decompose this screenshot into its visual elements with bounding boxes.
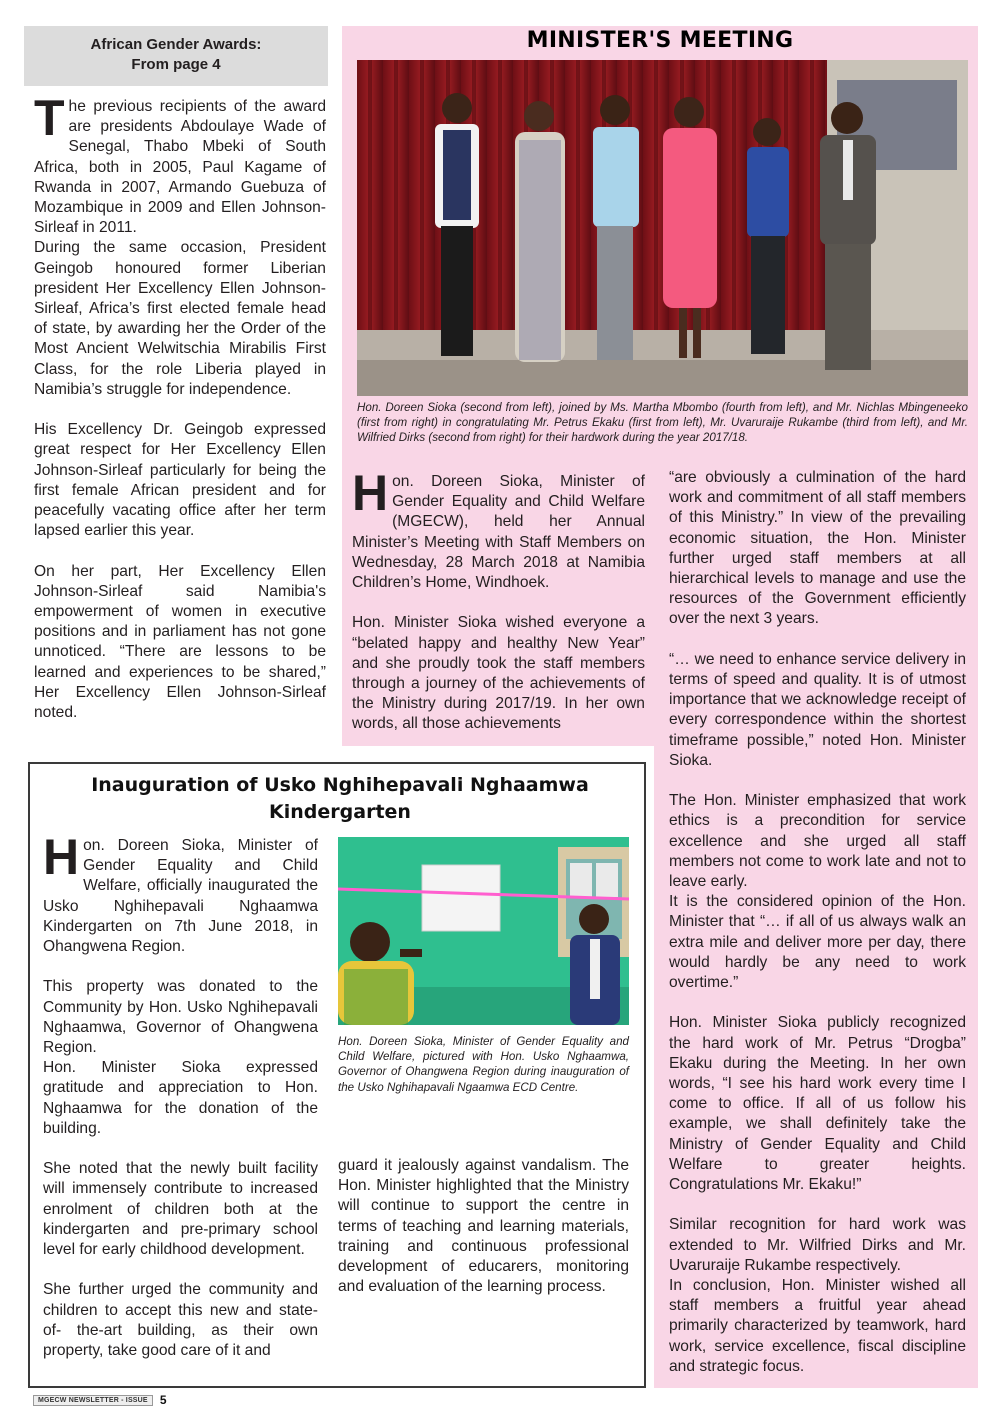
awards-paragraph: His Excellency Dr. Geingob expressed great respect for Her Excellency Ellen Johnson-Sirleaf particularly for being the first female African president and for peacefully vacating office after her term lapsed earlier this year. bbox=[34, 421, 326, 540]
continuation-title: African Gender Awards: From page 4 bbox=[90, 36, 262, 73]
inauguration-column-1 bbox=[43, 829, 318, 1361]
meeting-paragraph: In conclusion, Hon. Minister wished all staff members a fruitful year ahead primarily characterized by teamwork, hard work, service excellence, fiscal discipline and strategic focus. bbox=[669, 1277, 966, 1375]
drop-cap: H bbox=[352, 465, 389, 521]
page-footer bbox=[33, 1393, 167, 1407]
meeting-photo-caption: Hon. Doreen Sioka (second from left), joined by Ms. Martha Mbombo (fourth from left), and Mr. Nichlas Mbingeneeko (first from right) in congratulating Mr. Petrus Ekaku (first from left), Mr. Uvaruraije Rukambe (third from left), and Mr. Wilfried Dirks (second from right) for their hardwork during the year 2017/18. bbox=[357, 401, 968, 445]
drop-cap: T bbox=[34, 90, 65, 146]
meeting-paragraph: The Hon. Minister emphasized that work ethics is a precondition for service excellence and she urged all staff members not come to work late and not to leave early. bbox=[669, 792, 966, 891]
awards-article bbox=[34, 90, 326, 743]
meeting-column-2 bbox=[669, 468, 966, 1377]
meeting-column-1 bbox=[352, 465, 645, 735]
meeting-paragraph: Similar recognition for hard work was extended to Mr. Wilfried Dirks and Mr. Uvaruraije Rukambe respectively. bbox=[669, 1216, 966, 1274]
meeting-paragraph: Hon. Minister Sioka publicly recognized the hard work of Mr. Petrus “Drogba” Ekaku during the Meeting. In her own words, “I see his hard work every time I come to office. If all of us follow his example, we shall definitely take the Ministry of Gender Equality and Child Welfare to greater heights. Congratulations Mr. Ekaku!” bbox=[669, 1014, 966, 1194]
ribbon-cutting-illustration bbox=[338, 837, 629, 1025]
inauguration-column-2 bbox=[338, 1156, 629, 1297]
inauguration-paragraph: Hon. Minister Sioka expressed gratitude and appreciation to Hon. Nghaamwa for the donation of the building. bbox=[43, 1059, 318, 1137]
awards-paragraph: During the same occasion, President Geingob honoured former Liberian president Her Excellency Ellen Johnson-Sirleaf, Africa’s first elected female head of state, by awarding her the Order of the Most Ancient Welwitschia Mirabilis First Class, for the role Liberia played in Namibia’s struggle for independence. bbox=[34, 239, 326, 398]
meeting-paragraph: It is the considered opinion of the Hon. Minister that “… if all of us always walk an extra mile and deliver more per day, there would hardly be any need to work overtime.” bbox=[669, 893, 966, 992]
inauguration-photo-caption: Hon. Doreen Sioka, Minister of Gender Equality and Child Welfare, pictured with Hon. Usko Nghaamwa, Governor of Ohangwena Region during inauguration of the Usko Nghihapavali Ngaamwa ECD Centre. bbox=[338, 1035, 629, 1094]
inauguration-paragraph: This property was donated to the Community by Hon. Usko Nghihepavali Nghaamwa, Governor of Ohangwena Region. bbox=[43, 978, 318, 1057]
meeting-paragraph: Hon. Minister Sioka wished everyone a “belated happy and healthy New Year” and she proudly took the staff members through a journey of the achievements of the Ministry during 2017/19. In her own words, all those achievements bbox=[352, 614, 645, 733]
continuation-header bbox=[24, 26, 328, 86]
awards-paragraph: The previous recipients of the award are presidents Abdoulaye Wade of Senegal, Thabo Mbeki of South Africa, both in 2005, Paul Kagame of Rwanda in 2007, Armando Guebuza of Mozambique in 2009 and Ellen Johnson-Sirleaf in 2011. bbox=[34, 90, 326, 237]
inauguration-paragraph: guard it jealously against vandalism. The Hon. Minister highlighted that the Ministry will continue to support the centre in terms of teaching and learning materials, training and continuous professional development of educarers, monitoring and evaluation of the learning process. bbox=[338, 1157, 629, 1296]
inauguration-photo bbox=[338, 837, 629, 1025]
inauguration-title: Inauguration of Usko Nghihepavali Nghaamwa Kindergarten bbox=[91, 774, 589, 823]
meeting-title: MINISTER'S MEETING bbox=[526, 28, 794, 53]
awards-paragraph: On her part, Her Excellency Ellen Johnson-Sirleaf said Namibia's empowerment of women in executive positions and in parliament has not gone unnoticed. “There are lessons to be learned and experiences to be shared,” Her Excellency Ellen Johnson-Sirleaf noted. bbox=[34, 562, 326, 722]
meeting-paragraph: “… we need to enhance service delivery in terms of speed and quality. It is of utmost importance that we acknowledge receipt of every correspondence within the shortest timeframe possible,” noted Hon. Minister Sioka. bbox=[669, 650, 966, 769]
meeting-paragraph: “are obviously a culmination of the hard work and commitment of all staff members of this Ministry.” In view of the prevailing economic situation, the Hon. Minister further urged staff members at all hierarchical levels to manage and use the resources of the Government efficiently over the next 3 years. bbox=[669, 469, 966, 628]
meeting-photo bbox=[357, 60, 968, 396]
inauguration-paragraph: She further urged the community and children to accept this new and state- of- the-art building, as their own property, take good care of it and bbox=[43, 1281, 318, 1360]
drop-cap: H bbox=[43, 829, 80, 885]
newsletter-label: MGECW NEWSLETTER - ISSUE bbox=[33, 1395, 153, 1406]
meeting-paragraph: Hon. Doreen Sioka, Minister of Gender Equality and Child Welfare (MGECW), held her Annual Minister’s Meeting with Staff Members on Wednesday, 28 March 2018 at Namibia Children’s Home, Windhoek. bbox=[352, 465, 645, 592]
inauguration-paragraph: She noted that the newly built facility will immensely contribute to increased enrolment of children both at the kindergarten and pre-primary school level for early childhood development. bbox=[43, 1160, 318, 1259]
inauguration-paragraph: Hon. Doreen Sioka, Minister of Gender Equality and Child Welfare, officially inaugurated the Usko Nghihepavali Nghaamwa Kindergarten on 7th June 2018, in Ohangwena Region. bbox=[43, 829, 318, 956]
group-photo-illustration bbox=[357, 60, 968, 396]
page-number: 5 bbox=[159, 1393, 167, 1407]
